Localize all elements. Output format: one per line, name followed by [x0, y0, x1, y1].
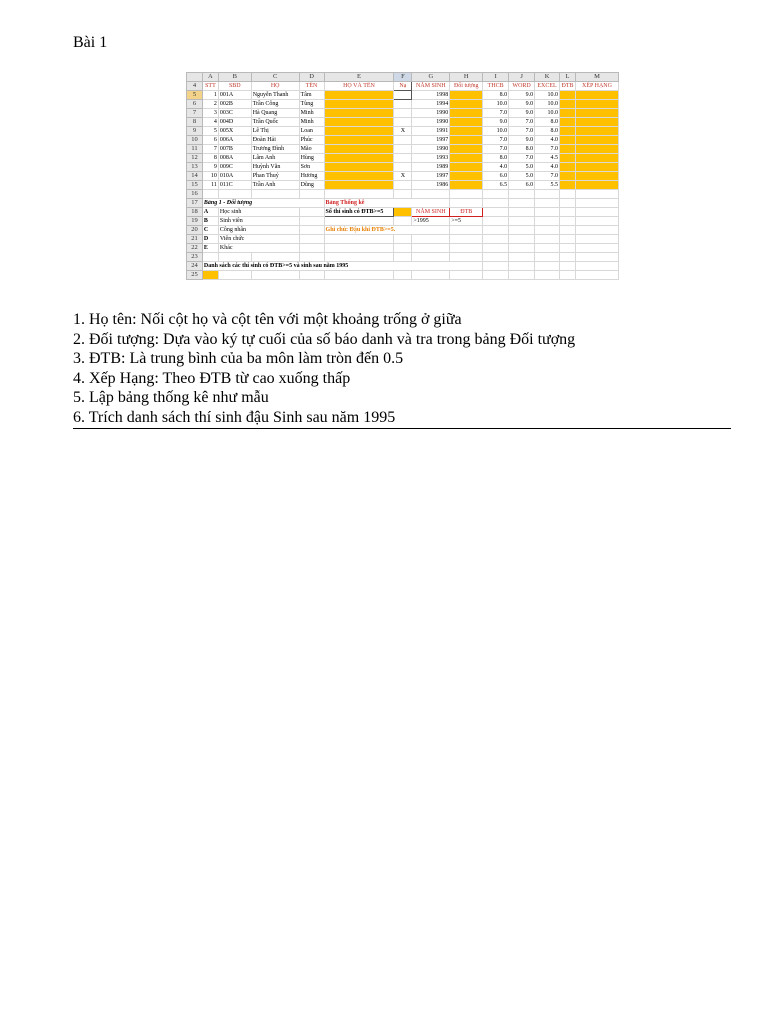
cell-f: [394, 91, 412, 100]
cell-stt: 4: [202, 118, 218, 127]
row-number: 13: [187, 163, 203, 172]
cell-stt: 10: [202, 172, 218, 181]
cell-excel: 10.0: [535, 100, 560, 109]
cell-sbd: 005X: [218, 127, 251, 136]
blank-row-23: [187, 253, 619, 262]
header-sbd: SBD: [218, 82, 251, 91]
cell-word: 7.0: [509, 127, 535, 136]
cell-ten: Loan: [299, 127, 324, 136]
cell-sbd: 004D: [218, 118, 251, 127]
column-letter[interactable]: M: [576, 73, 619, 82]
empty-cell: [324, 244, 394, 253]
empty-cell: [509, 244, 535, 253]
empty-cell: [509, 235, 535, 244]
header-stt: STT: [202, 82, 218, 91]
row-number: 10: [187, 136, 203, 145]
empty-cell: [483, 226, 509, 235]
column-letter[interactable]: L: [560, 73, 576, 82]
column-letter[interactable]: J: [509, 73, 535, 82]
extract-output-cell: [202, 271, 218, 280]
table-row: [187, 91, 619, 100]
empty-cell: [324, 235, 394, 244]
cell-word: 5.0: [509, 172, 535, 181]
header-ho: HỌ: [251, 82, 299, 91]
table-row: [187, 154, 619, 163]
table-row: [187, 109, 619, 118]
row-number: 23: [187, 253, 203, 262]
cell-thcb: 8.0: [483, 91, 509, 100]
row-number: 18: [187, 208, 203, 217]
empty-cell: [412, 235, 450, 244]
cell-excel: 5.5: [535, 181, 560, 190]
cell-sbd: 001A: [218, 91, 251, 100]
cell-doi-tuong: [450, 172, 483, 181]
row-number: 7: [187, 109, 203, 118]
cell-ho: Lê Thị: [251, 127, 299, 136]
blank-row: [187, 190, 619, 199]
cell-doi-tuong: [450, 163, 483, 172]
extract-title-row: [187, 262, 619, 271]
cell-xep-hang: [576, 109, 619, 118]
header-word: WORD: [509, 82, 535, 91]
corner-cell: [187, 73, 203, 82]
row-number: 9: [187, 127, 203, 136]
cell-ho-va-ten: [324, 154, 394, 163]
cell-word: 6.0: [509, 181, 535, 190]
lookup-rows: [187, 208, 619, 253]
spreadsheet-screenshot: [186, 72, 619, 288]
column-letter[interactable]: E: [324, 73, 394, 82]
titles-row: [187, 199, 619, 208]
cell-sbd: 002B: [218, 100, 251, 109]
column-letter[interactable]: C: [251, 73, 299, 82]
cell-nam-sinh: 1994: [412, 100, 450, 109]
cell-ho-va-ten: [324, 145, 394, 154]
cell-ten: Hương: [299, 172, 324, 181]
empty-cell: [394, 244, 412, 253]
cell-f: [394, 100, 412, 109]
empty-cell: [483, 235, 509, 244]
lookup-row: [187, 235, 619, 244]
empty-cell: [450, 235, 483, 244]
empty-cell: [576, 244, 619, 253]
cell-thcb: 8.0: [483, 154, 509, 163]
cell-ten: Hùng: [299, 154, 324, 163]
row-number: 14: [187, 172, 203, 181]
row-number: 25: [187, 271, 203, 280]
cell-ho-va-ten: [324, 172, 394, 181]
empty-cell: [483, 244, 509, 253]
cell-excel: 7.0: [535, 145, 560, 154]
stats-cond-nam-sinh: >1995: [412, 217, 450, 226]
cell-ho-va-ten: [324, 118, 394, 127]
task-item: 6. Trích danh sách thí sinh đậu Sinh sau năm 1995: [73, 408, 396, 426]
student-rows: [187, 91, 619, 190]
cell-ho: Trương Đình: [251, 145, 299, 154]
cell-ho-va-ten: [324, 127, 394, 136]
empty-cell: [576, 208, 619, 217]
cell-thcb: 6.5: [483, 181, 509, 190]
lookup-row: [187, 244, 619, 253]
cell-ho: Trần Quốc: [251, 118, 299, 127]
row-number: 22: [187, 244, 203, 253]
cell-ho-va-ten: [324, 163, 394, 172]
cell-thcb: 6.0: [483, 172, 509, 181]
table-row: [187, 127, 619, 136]
cell-dtb: [560, 127, 576, 136]
header-ten: TÊN: [299, 82, 324, 91]
cell-stt: 6: [202, 136, 218, 145]
header-thcb: THCB: [483, 82, 509, 91]
cell-f: X: [394, 172, 412, 181]
empty-cell: [576, 217, 619, 226]
cell-ho: Hà Quang: [251, 109, 299, 118]
cell-stt: 3: [202, 109, 218, 118]
lookup-code: E: [202, 244, 218, 253]
cell-excel: 8.0: [535, 118, 560, 127]
cell-sbd: 007B: [218, 145, 251, 154]
cell-stt: 11: [202, 181, 218, 190]
cell-thcb: 7.0: [483, 145, 509, 154]
cell-thcb: 10.0: [483, 100, 509, 109]
header-ho-va-ten: HỌ VÀ TÊN: [324, 82, 394, 91]
empty-cell: [509, 217, 535, 226]
row-number: 21: [187, 235, 203, 244]
empty-cell: [535, 208, 560, 217]
cell-dtb: [560, 145, 576, 154]
column-letter[interactable]: D: [299, 73, 324, 82]
cell-xep-hang: [576, 118, 619, 127]
cell-nam-sinh: 1990: [412, 118, 450, 127]
cell-nam-sinh: 1993: [412, 154, 450, 163]
cell-dtb: [560, 118, 576, 127]
cell-f: [394, 181, 412, 190]
cell-ho: Trần Anh: [251, 181, 299, 190]
lookup-label: Công nhân: [218, 226, 299, 235]
cell-excel: 7.0: [535, 172, 560, 181]
cell-stt: 2: [202, 100, 218, 109]
empty-cell: [535, 235, 560, 244]
cell-stt: 1: [202, 91, 218, 100]
task-item: 2. Đối tượng: Dựa vào ký tự cuối của số báo danh và tra trong bảng Đối tượng: [73, 330, 576, 348]
extract-title: Danh sách các thí sinh có ĐTB>=5 và sinh sau năm 1995: [202, 262, 482, 271]
cell-doi-tuong: [450, 109, 483, 118]
page-title: Bài 1: [73, 34, 108, 51]
cell-ho: Phan Thuý: [251, 172, 299, 181]
cell-word: 9.0: [509, 100, 535, 109]
cell-ho-va-ten: [324, 109, 394, 118]
cell-ten: Minh: [299, 109, 324, 118]
lookup-row: [187, 217, 619, 226]
table-row: [187, 181, 619, 190]
cell-xep-hang: [576, 181, 619, 190]
lookup-label: Sinh viên: [218, 217, 299, 226]
lookup-label: Học sinh: [218, 208, 299, 217]
cell-nam-sinh: 1986: [412, 181, 450, 190]
cell-xep-hang: [576, 127, 619, 136]
cell-doi-tuong: [450, 127, 483, 136]
table-row: [187, 145, 619, 154]
lookup-table-title: Bảng 1 - Đối tượng: [202, 199, 324, 208]
column-letter[interactable]: K: [535, 73, 560, 82]
empty-cell: [576, 235, 619, 244]
cell-ten: Mão: [299, 145, 324, 154]
header-doi-tuong: Đối tượng: [450, 82, 483, 91]
empty-cell: [324, 217, 394, 226]
stats-table-title: Bảng Thống kê: [324, 199, 450, 208]
cell-word: 9.0: [509, 109, 535, 118]
row-number: 4: [187, 82, 203, 91]
table-row: [187, 136, 619, 145]
cell-thcb: 4.0: [483, 163, 509, 172]
lookup-code: D: [202, 235, 218, 244]
cell-stt: 7: [202, 145, 218, 154]
empty-cell: [560, 244, 576, 253]
cell-excel: 4.5: [535, 154, 560, 163]
cell-ho: Trần Công: [251, 100, 299, 109]
empty-cell: [299, 226, 324, 235]
table-header-row: [187, 82, 619, 91]
cell-sbd: 003C: [218, 109, 251, 118]
empty-cell: [483, 217, 509, 226]
cell-ho: Huỳnh Văn: [251, 163, 299, 172]
lookup-row: [187, 226, 619, 235]
cell-f: [394, 118, 412, 127]
cell-nam-sinh: 1990: [412, 145, 450, 154]
empty-cell: [509, 226, 535, 235]
cell-ten: Tâm: [299, 91, 324, 100]
stats-label: Số thí sinh có ĐTB>=5: [324, 208, 394, 217]
empty-cell: [509, 208, 535, 217]
cell-ho: Đoàn Hải: [251, 136, 299, 145]
cell-excel: 4.0: [535, 163, 560, 172]
empty-cell: [535, 217, 560, 226]
cell-thcb: 7.0: [483, 136, 509, 145]
cell-sbd: 008A: [218, 154, 251, 163]
cell-f: [394, 109, 412, 118]
column-letter[interactable]: B: [218, 73, 251, 82]
cell-stt: 5: [202, 127, 218, 136]
empty-cell: [560, 235, 576, 244]
cell-ho: Lâm Anh: [251, 154, 299, 163]
cell-word: 8.0: [509, 145, 535, 154]
row-number: 19: [187, 217, 203, 226]
cell-dtb: [560, 100, 576, 109]
cell-ho-va-ten: [324, 136, 394, 145]
cell-f: [394, 154, 412, 163]
row-number: 16: [187, 190, 203, 199]
cell-sbd: 006A: [218, 136, 251, 145]
divider-line: [73, 428, 731, 429]
cell-dtb: [560, 154, 576, 163]
empty-cell: [299, 235, 324, 244]
stats-cond-dtb: >=5: [450, 217, 483, 226]
cell-word: 5.0: [509, 163, 535, 172]
empty-cell: [394, 217, 412, 226]
row-number: 17: [187, 199, 203, 208]
cell-thcb: 7.0: [483, 109, 509, 118]
empty-cell: [560, 226, 576, 235]
row-number: 12: [187, 154, 203, 163]
cell-xep-hang: [576, 100, 619, 109]
stats-col-nam-sinh: NĂM SINH: [412, 208, 450, 217]
column-letter[interactable]: I: [483, 73, 509, 82]
cell-f: [394, 145, 412, 154]
cell-doi-tuong: [450, 91, 483, 100]
table-row: [187, 100, 619, 109]
cell-excel: 8.0: [535, 127, 560, 136]
cell-xep-hang: [576, 91, 619, 100]
cell-nam-sinh: 1989: [412, 163, 450, 172]
row-number: 8: [187, 118, 203, 127]
column-header-row: [187, 73, 619, 82]
lookup-label: Khác: [218, 244, 299, 253]
lookup-label: Viên chức: [218, 235, 299, 244]
cell-thcb: 10.0: [483, 127, 509, 136]
cell-dtb: [560, 109, 576, 118]
lookup-code: C: [202, 226, 218, 235]
cell-word: 9.0: [509, 136, 535, 145]
cell-sbd: 011C: [218, 181, 251, 190]
cell-xep-hang: [576, 136, 619, 145]
cell-nam-sinh: 1998: [412, 91, 450, 100]
cell-xep-hang: [576, 172, 619, 181]
table-row: [187, 172, 619, 181]
column-letter[interactable]: G: [412, 73, 450, 82]
empty-cell: [450, 226, 483, 235]
empty-cell: [483, 208, 509, 217]
empty-cell: [450, 244, 483, 253]
task-item: 5. Lập bảng thống kê như mẫu: [73, 389, 269, 407]
cell-f: [394, 163, 412, 172]
header-f: Nạ: [394, 82, 412, 91]
cell-xep-hang: [576, 154, 619, 163]
header-nam-sinh: NĂM SINH: [412, 82, 450, 91]
cell-sbd: 010A: [218, 172, 251, 181]
lookup-row: [187, 208, 619, 217]
empty-cell: [560, 217, 576, 226]
row-number: 20: [187, 226, 203, 235]
task-item: 4. Xếp Hạng: Theo ĐTB từ cao xuống thấp: [73, 369, 351, 387]
cell-ten: Tùng: [299, 100, 324, 109]
table-row: [187, 118, 619, 127]
cell-doi-tuong: [450, 100, 483, 109]
column-letter[interactable]: F: [394, 73, 412, 82]
lookup-code: A: [202, 208, 218, 217]
cell-f: X: [394, 127, 412, 136]
cell-ten: Minh: [299, 118, 324, 127]
cell-ho: Nguyễn Thanh: [251, 91, 299, 100]
cell-ten: Dũng: [299, 181, 324, 190]
cell-ho-va-ten: [324, 91, 394, 100]
cell-excel: 4.0: [535, 136, 560, 145]
cell-doi-tuong: [450, 136, 483, 145]
cell-ho-va-ten: [324, 100, 394, 109]
cell-doi-tuong: [450, 145, 483, 154]
cell-nam-sinh: 1990: [412, 109, 450, 118]
cell-ten: Sơn: [299, 163, 324, 172]
cell-doi-tuong: [450, 154, 483, 163]
column-letter[interactable]: H: [450, 73, 483, 82]
row-number: 5: [187, 91, 203, 100]
empty-cell: [576, 226, 619, 235]
empty-cell: [299, 217, 324, 226]
lookup-code: B: [202, 217, 218, 226]
cell-excel: 10.0: [535, 91, 560, 100]
column-letter[interactable]: A: [202, 73, 218, 82]
extract-row: [187, 271, 619, 280]
cell-nam-sinh: 1997: [412, 136, 450, 145]
cell-doi-tuong: [450, 118, 483, 127]
empty-cell: [535, 244, 560, 253]
cell-stt: 8: [202, 154, 218, 163]
empty-cell: [560, 208, 576, 217]
cell-thcb: 9.0: [483, 118, 509, 127]
header-dtb: ĐTB: [561, 83, 574, 89]
cell-xep-hang: [576, 163, 619, 172]
empty-cell: [299, 208, 324, 217]
task-item: 1. Họ tên: Nối cột họ và cột tên với một khoảng trống ở giữa: [73, 311, 462, 328]
cell-dtb: [560, 181, 576, 190]
cell-f: [394, 136, 412, 145]
cell-xep-hang: [576, 145, 619, 154]
cell-word: 7.0: [509, 118, 535, 127]
empty-cell: [412, 244, 450, 253]
spreadsheet-grid: [186, 72, 619, 280]
cell-dtb: [560, 91, 576, 100]
row-number: 24: [187, 262, 203, 271]
task-item: 3. ĐTB: Là trung bình của ba môn làm tròn đến 0.5: [73, 350, 404, 368]
stats-col-dtb: ĐTB: [450, 208, 483, 217]
row-number: 11: [187, 145, 203, 154]
cell-stt: 9: [202, 163, 218, 172]
cell-word: 7.0: [509, 154, 535, 163]
header-xep-hang: XẾP HẠNG: [576, 82, 619, 91]
cell-excel: 10.0: [535, 109, 560, 118]
cell-ten: Phúc: [299, 136, 324, 145]
cell-sbd: 009C: [218, 163, 251, 172]
cell-dtb: [560, 172, 576, 181]
cell-word: 9.0: [509, 91, 535, 100]
empty-cell: [535, 226, 560, 235]
row-number: 6: [187, 100, 203, 109]
empty-cell: [394, 235, 412, 244]
cell-ho-va-ten: [324, 181, 394, 190]
empty-cell: [299, 244, 324, 253]
cell-dtb: [560, 136, 576, 145]
stats-result-cell: [394, 208, 412, 217]
cell-dtb: [560, 163, 576, 172]
header-excel: EXCEL: [535, 82, 560, 91]
cell-doi-tuong: [450, 181, 483, 190]
table-row: [187, 163, 619, 172]
cell-nam-sinh: 1991: [412, 127, 450, 136]
row-number: 15: [187, 181, 203, 190]
task-list: [73, 310, 731, 428]
note-text: Ghi chú: Đậu khi ĐTB>=5.: [324, 226, 450, 235]
cell-nam-sinh: 1997: [412, 172, 450, 181]
